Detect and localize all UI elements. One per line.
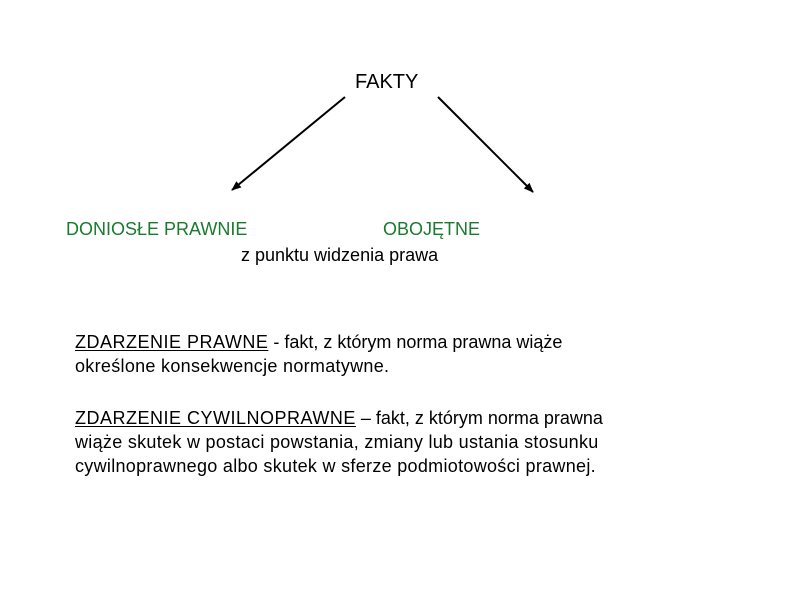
branch-note: z punktu widzenia prawa	[241, 245, 439, 265]
branch-label-right: OBOJĘTNE	[383, 219, 481, 239]
definition-zdarzenie-prawne	[75, 330, 765, 378]
definition-zdarzenie-cywilnoprawne	[75, 406, 765, 478]
definition-continuation: określone konsekwencje normatywne.	[75, 356, 390, 376]
definition-term: ZDARZENIE PRAWNE	[75, 332, 269, 352]
definition-text: – fakt, z którym norma prawna	[355, 408, 603, 428]
arrow-right	[438, 97, 533, 192]
root-node-fakty: FAKTY	[355, 71, 419, 93]
definition-text: - fakt, z którym norma prawna wiąże	[268, 332, 563, 352]
definition-continuation: wiąże skutek w postaci powstania, zmiany lub ustania stosunku cywilnoprawnego albo skutek w sferze podmiotowości prawnej.	[75, 432, 599, 476]
branch-label-left: DONIOSŁE PRAWNIE	[66, 219, 248, 239]
definition-term: ZDARZENIE CYWILNOPRAWNE	[75, 408, 356, 428]
arrow-left	[232, 97, 345, 190]
